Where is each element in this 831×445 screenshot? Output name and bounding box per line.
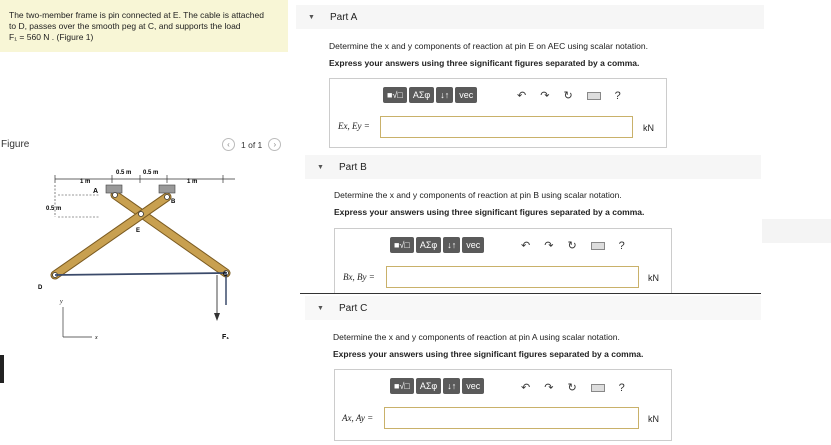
- undo-icon[interactable]: ↶: [521, 382, 531, 394]
- part-c-instruction: Express your answers using three significant figures separated by a comma.: [333, 349, 644, 359]
- part-c-unit: kN: [648, 414, 659, 424]
- part-a-question: Determine the x and y components of reaction at pin E on AEC using scalar notation.: [329, 41, 648, 51]
- part-c-var-label: Ax, Ay =: [342, 413, 374, 423]
- part-b-instruction: Express your answers using three significant figures separated by a comma.: [334, 207, 645, 217]
- part-a-input[interactable]: [380, 116, 633, 138]
- part-b-title: Part B: [339, 161, 367, 173]
- greek-button[interactable]: AΣφ: [416, 378, 441, 394]
- chevron-right-icon[interactable]: ›: [268, 138, 281, 151]
- label-f1: F₁: [222, 334, 230, 341]
- reset-icon[interactable]: ↻: [567, 240, 577, 252]
- y-axis-label: y: [60, 299, 63, 305]
- vec-button[interactable]: vec: [462, 237, 484, 253]
- greek-button[interactable]: AΣφ: [416, 237, 441, 253]
- problem-line-2: to D, passes over the smooth peg at C, and supports the load: [9, 21, 241, 31]
- support-a: [106, 185, 122, 193]
- arrows-button[interactable]: ↓↑: [443, 237, 460, 253]
- chevron-down-icon[interactable]: ▼: [317, 163, 324, 171]
- figure-heading: Figure: [1, 139, 30, 150]
- problem-line-1: The two-member frame is pin connected at E. The cable is attached: [9, 10, 264, 20]
- part-c-answer-box: [334, 369, 672, 441]
- templates-button[interactable]: ■√□: [390, 378, 414, 394]
- problem-line-3: F₁ = 560 N . (Figure 1): [9, 32, 94, 42]
- redo-icon[interactable]: ↷: [544, 382, 554, 394]
- support-b: [159, 185, 175, 193]
- redo-icon[interactable]: ↷: [540, 90, 550, 102]
- greek-button[interactable]: AΣφ: [409, 87, 434, 103]
- member-bed: [55, 197, 167, 275]
- help-icon[interactable]: ?: [618, 239, 625, 252]
- part-c-header[interactable]: [305, 296, 761, 320]
- part-c-question: Determine the x and y components of reaction at pin A using scalar notation.: [333, 332, 620, 342]
- label-b: B: [171, 199, 176, 205]
- part-c-title: Part C: [339, 302, 368, 314]
- part-a-var-label: Ex, Ey =: [338, 121, 370, 131]
- reset-icon[interactable]: ↻: [567, 382, 577, 394]
- chevron-left-icon[interactable]: ‹: [222, 138, 235, 151]
- pin-a: [113, 193, 118, 198]
- arrows-button[interactable]: ↓↑: [443, 378, 460, 394]
- templates-button[interactable]: ■√□: [383, 87, 407, 103]
- part-a-title: Part A: [330, 11, 358, 23]
- cable: [55, 273, 226, 275]
- pager-text: 1 of 1: [241, 139, 263, 150]
- arrows-button[interactable]: ↓↑: [436, 87, 453, 103]
- part-b-toolbar: [390, 237, 484, 253]
- part-a-unit: kN: [643, 123, 654, 133]
- chevron-down-icon[interactable]: ▼: [308, 13, 315, 21]
- chevron-down-icon[interactable]: ▼: [317, 304, 324, 312]
- figure-pager: [222, 138, 281, 151]
- keyboard-icon[interactable]: [591, 242, 605, 250]
- force-arrowhead: [214, 313, 220, 321]
- scroll-indicator[interactable]: [0, 355, 4, 383]
- label-a: A: [93, 188, 99, 195]
- part-c-tools: [521, 381, 625, 394]
- keyboard-icon[interactable]: [591, 384, 605, 392]
- vec-button[interactable]: vec: [462, 378, 484, 394]
- redo-icon[interactable]: ↷: [544, 240, 554, 252]
- dim-label-4: 1 m: [187, 179, 198, 185]
- templates-button[interactable]: ■√□: [390, 237, 414, 253]
- part-b-header[interactable]: [305, 155, 761, 179]
- label-d: D: [38, 285, 43, 291]
- label-c: C: [223, 272, 228, 278]
- part-b-question: Determine the x and y components of reaction at pin B using scalar notation.: [334, 190, 622, 200]
- side-strip: [762, 219, 831, 243]
- part-a-toolbar: [383, 87, 477, 103]
- problem-statement: [0, 0, 288, 52]
- undo-icon[interactable]: ↶: [517, 90, 527, 102]
- member-aec: [115, 195, 226, 273]
- pin-b: [165, 195, 170, 200]
- label-e: E: [136, 228, 141, 234]
- x-axis-label: x: [95, 335, 98, 341]
- reset-icon[interactable]: ↻: [563, 90, 573, 102]
- part-a-instruction: Express your answers using three significant figures separated by a comma.: [329, 58, 640, 68]
- help-icon[interactable]: ?: [614, 89, 621, 102]
- part-b-var-label: Bx, By =: [343, 272, 375, 282]
- divider: [300, 293, 761, 294]
- help-icon[interactable]: ?: [618, 381, 625, 394]
- undo-icon[interactable]: ↶: [521, 240, 531, 252]
- part-a-tools: [517, 89, 621, 102]
- dim-label-5: 0.5 m: [46, 206, 62, 212]
- dim-label-3: 0.5 m: [143, 170, 159, 176]
- vec-button[interactable]: vec: [455, 87, 477, 103]
- pin-e: [139, 212, 144, 217]
- keyboard-icon[interactable]: [587, 92, 601, 100]
- part-b-tools: [521, 239, 625, 252]
- part-b-input[interactable]: [386, 266, 639, 288]
- frame-diagram: [30, 165, 260, 350]
- part-c-toolbar: [390, 378, 484, 394]
- part-c-input[interactable]: [384, 407, 639, 429]
- part-b-unit: kN: [648, 273, 659, 283]
- dim-label-1: 1 m: [80, 179, 91, 185]
- dim-label-2: 0.5 m: [116, 170, 132, 176]
- part-a-header[interactable]: [296, 5, 764, 29]
